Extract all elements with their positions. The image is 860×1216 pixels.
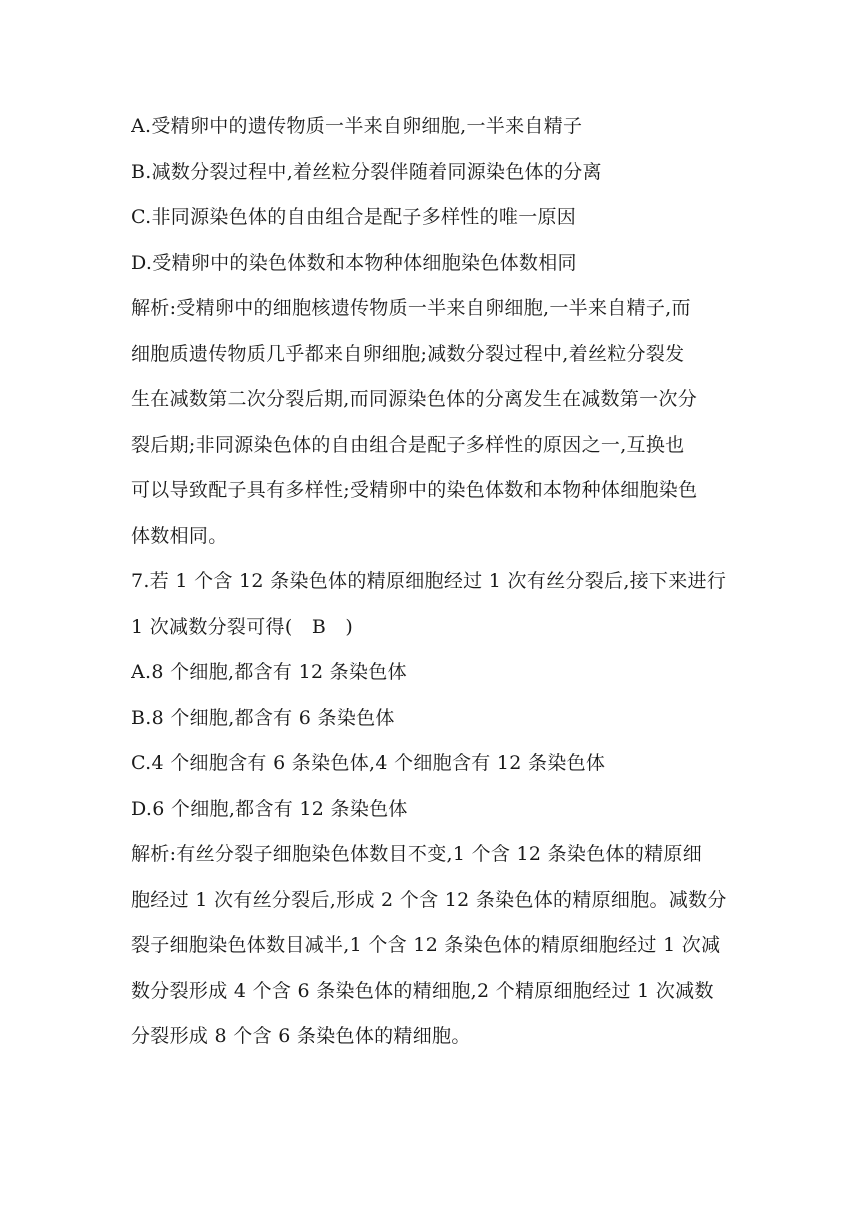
q6-explanation-line: 体数相同。 bbox=[131, 524, 228, 547]
q6-explanation-line: 解析:受精卵中的细胞核遗传物质一半来自卵细胞,一半来自精子,而 bbox=[131, 297, 691, 319]
q7-stem bbox=[131, 559, 731, 650]
q7-option-d: D.6 个细胞,都含有 12 条染色体 bbox=[131, 797, 408, 820]
q6-option-b: B.减数分裂过程中,着丝粒分裂伴随着同源染色体的分离 bbox=[131, 160, 602, 183]
q6-explanation-line: 裂后期;非同源染色体的自由组合是配子多样性的原因之一,互换也 bbox=[131, 433, 685, 456]
q7-explanation-line: 解析:有丝分裂子细胞染色体数目不变,1 个含 12 条染色体的精原细 bbox=[131, 843, 703, 865]
q7-explanation-line: 数分裂形成 4 个含 6 条染色体的精细胞,2 个精原细胞经过 1 次减数 bbox=[131, 979, 714, 1002]
q6-option-d: D.受精卵中的染色体数和本物种体细胞染色体数相同 bbox=[131, 251, 577, 274]
q6-option-c: C.非同源染色体的自由组合是配子多样性的唯一原因 bbox=[131, 206, 577, 228]
q6-explanation-line: 细胞质遗传物质几乎都来自卵细胞;减数分裂过程中,着丝粒分裂发 bbox=[131, 342, 685, 365]
document-page bbox=[131, 104, 731, 1060]
q7-stem-line: 1 次减数分裂可得( B ) bbox=[131, 615, 354, 638]
q7-explanation-line: 胞经过 1 次有丝分裂后,形成 2 个含 12 条染色体的精原细胞。减数分 bbox=[131, 888, 727, 911]
q7-stem-line: 7.若 1 个含 12 条染色体的精原细胞经过 1 次有丝分裂后,接下来进行 bbox=[131, 570, 727, 592]
q6-explanation bbox=[131, 286, 731, 559]
q6-option-a: A.受精卵中的遗传物质一半来自卵细胞,一半来自精子 bbox=[131, 115, 583, 137]
q7-explanation bbox=[131, 832, 731, 1060]
q6-explanation-line: 可以导致配子具有多样性;受精卵中的染色体数和本物种体细胞染色 bbox=[131, 479, 698, 501]
q7-option-c: C.4 个细胞含有 6 条染色体,4 个细胞含有 12 条染色体 bbox=[131, 752, 606, 774]
q7-option-a: A.8 个细胞,都含有 12 条染色体 bbox=[131, 661, 407, 683]
q7-option-b: B.8 个细胞,都含有 6 条染色体 bbox=[131, 706, 395, 729]
q7-explanation-line: 裂子细胞染色体数目减半,1 个含 12 条染色体的精原细胞经过 1 次减 bbox=[131, 934, 721, 956]
q7-explanation-line: 分裂形成 8 个含 6 条染色体的精细胞。 bbox=[131, 1025, 471, 1047]
q6-explanation-line: 生在减数第二次分裂后期,而同源染色体的分离发生在减数第一次分 bbox=[131, 388, 698, 410]
